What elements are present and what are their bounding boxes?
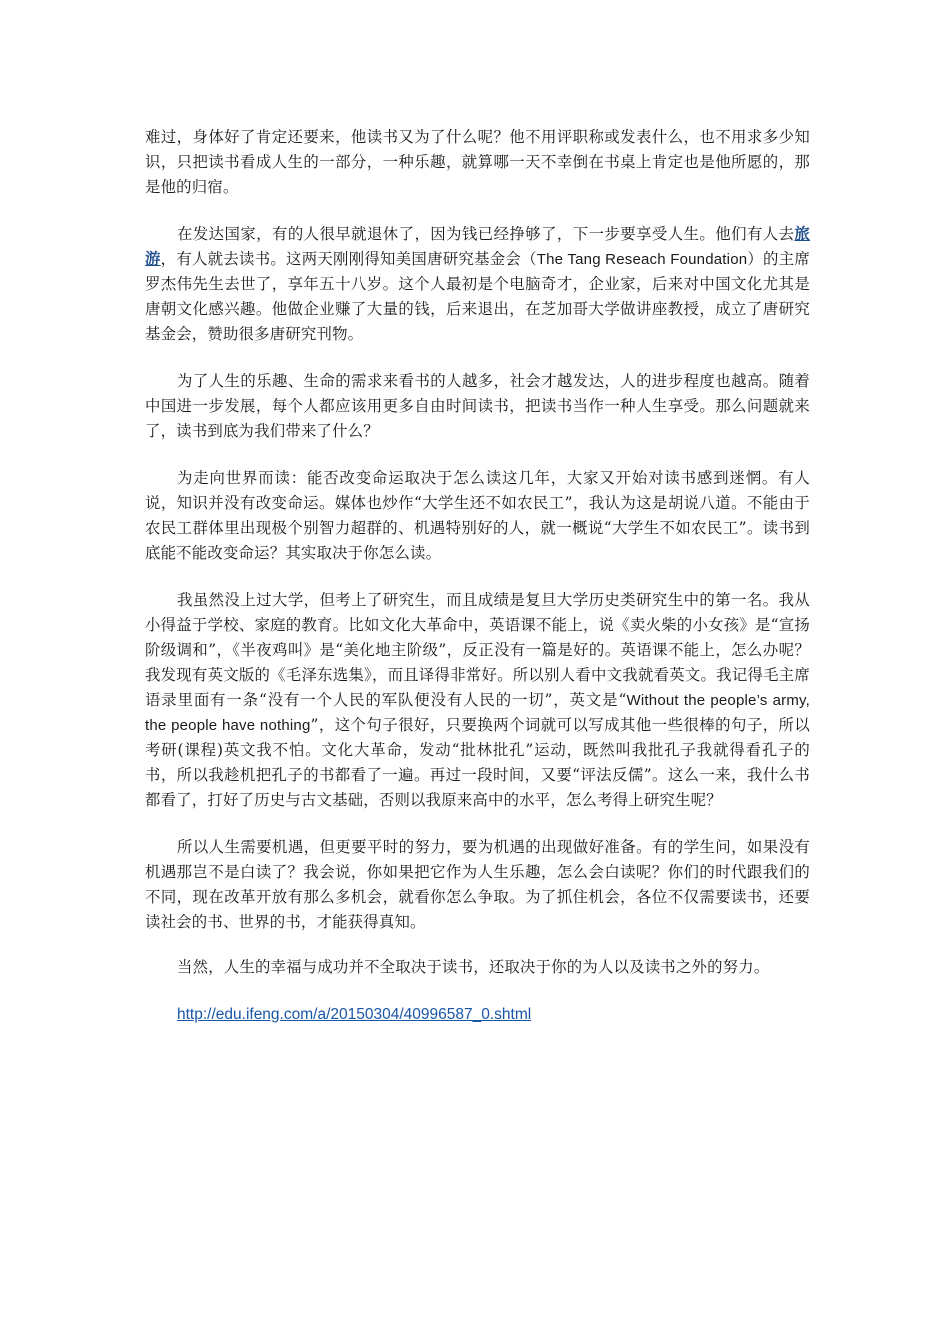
paragraph-7: 当然，人生的幸福与成功并不全取决于读书，还取决于你的为人以及读书之外的努力。 [177,958,770,976]
paragraph-1: 难过，身体好了肯定还要来，他读书又为了什么呢？他不用评职称或发表什么，也不用求多少知识，只把读书看成人生的一部分，一种乐趣，就算哪一天不幸倒在书桌上肯定也是他所愿的，那是他的归宿。 [145,128,810,196]
source-url-link[interactable]: http://edu.ifeng.com/a/20150304/40996587_0.shtml [177,1006,532,1023]
source-url-line [145,1002,810,1027]
paragraph-5-text-b: ”，这个句子很好，只要换两个词就可以写成其他一些很棒的句子，所以考研(课程)英文我不怕。文化大革命，发动“批林批孔”运动，既然叫我批孔子我就得看孔子的书，所以我趁机把孔子的书都看了一遍。再过一段时间，又要“评法反儒”。这么一来，我什么书都看了，打好了历史与古文基础，否则以我原来高中的水平，怎么考得上研究生呢？ [145,716,810,809]
paragraph-gap [145,347,810,369]
paragraph-3: 为了人生的乐趣、生命的需求来看书的人越多，社会才越发达，人的进步程度也越高。随着中国进一步发展，每个人都应该用更多自由时间读书，把读书当作一种人生享受。那么问题就来了，读书到底为我们带来了什么？ [145,372,810,440]
travel-link[interactable]: 旅游 [145,225,810,268]
paragraph-4: 为走向世界而读：能否改变命运取决于怎么读这几年，大家又开始对读书感到迷惘。有人说，知识并没有改变命运。媒体也炒作“大学生还不如农民工”，我认为这是胡说八道。不能由于农民工群体里出现极个别智力超群的、机遇特别好的人，就一概说“大学生不如农民工”。读书到底能不能改变命运？其实取决于你怎么读。 [145,469,810,562]
paragraph-gap [145,935,810,955]
paragraph-gap [145,813,810,835]
paragraph-gap [145,444,810,466]
document-page [145,125,810,1027]
paragraph-gap [145,566,810,588]
paragraph-5 [145,588,810,813]
english-quote: Without the people’s army, the people have nothing [145,692,810,734]
foundation-name: The Tang Reseach Foundation [536,251,748,268]
paragraph-2-text-a: 在发达国家，有的人很早就退休了，因为钱已经挣够了，下一步要享受人生。他们有人去 [177,225,795,243]
paragraph-2-text-b: ，有人就去读书。这两天刚刚得知美国唐研究基金会（ [160,250,537,268]
paragraph-gap [145,980,810,1002]
paragraph-2-text-c: ）的主席罗杰伟先生去世了，享年五十八岁。这个人最初是个电脑奇才，企业家，后来对中国文化尤其是唐朝文化感兴趣。他做企业赚了大量的钱，后来退出，在芝加哥大学做讲座教授，成立了唐研究基金会，赞助很多唐研究刊物。 [145,250,810,343]
paragraph-5-text-a: 我虽然没上过大学，但考上了研究生，而且成绩是复旦大学历史类研究生中的第一名。我从小得益于学校、家庭的教育。比如文化大革命中，英语课不能上，说《卖火柴的小女孩》是“宣扬阶级调和”，《半夜鸡叫》是“美化地主阶级”，反正没有一篇是好的。英语课不能上，怎么办呢？我发现有英文版的《毛泽东选集》，而且译得非常好。所以别人看中文我就看英文。我记得毛主席语录里面有一条“没有一个人民的军队便没有人民的一切”，英文是“ [145,591,810,709]
paragraph-gap [145,200,810,222]
paragraph-6: 所以人生需要机遇，但更要平时的努力，要为机遇的出现做好准备。有的学生问，如果没有机遇那岂不是白读了？我会说，你如果把它作为人生乐趣，怎么会白读呢？你们的时代跟我们的不同，现在改革开放有那么多机会，就看你怎么争取。为了抓住机会，各位不仅需要读书，还要读社会的书、世界的书，才能获得真知。 [145,838,810,931]
paragraph-2 [145,222,810,347]
